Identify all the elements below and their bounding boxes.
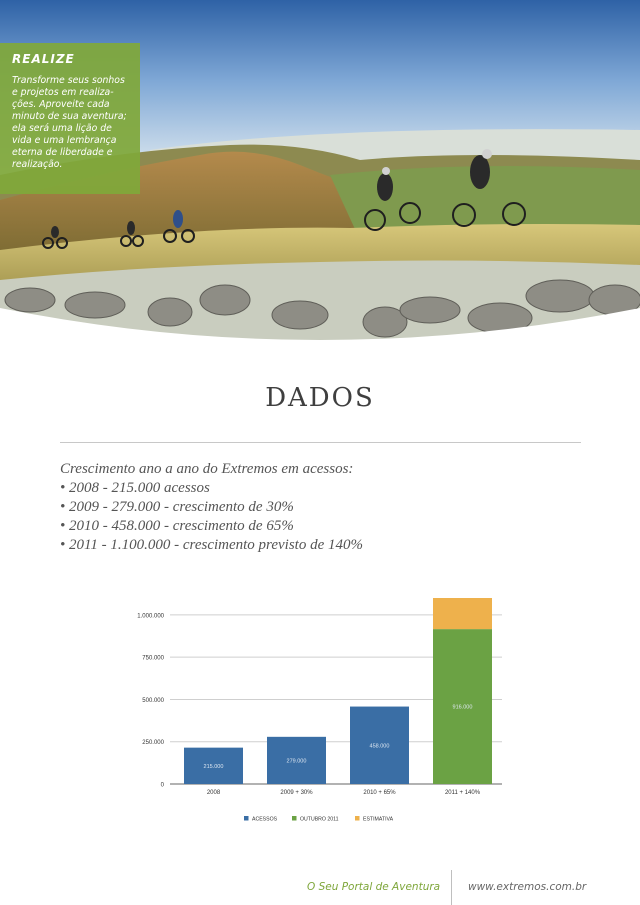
x-tick-label: 2008 xyxy=(206,790,221,796)
legend-label: ESTIMATIVA xyxy=(363,816,394,823)
legend-swatch xyxy=(292,816,297,821)
realize-title: REALIZE xyxy=(12,52,75,66)
section-divider xyxy=(60,442,581,443)
footer-url[interactable]: www.extremos.com.br xyxy=(468,881,587,893)
access-growth-chart xyxy=(120,598,520,833)
y-tick-label: 0 xyxy=(160,782,164,789)
realize-text: Transforme seus sonhos e projetos em realiza- ções. Aproveite cada minuto de sua aventura; ela será uma lição de vida e uma lembrança eterna de liberdade e realização. xyxy=(12,75,127,170)
data-label: 458.000 xyxy=(369,743,390,750)
hero-image xyxy=(0,0,640,350)
footer-tagline: O Seu Portal de Aventura xyxy=(307,881,441,893)
legend-swatch xyxy=(244,816,249,821)
growth-intro: Crescimento ano a ano do Extremos em acessos: xyxy=(60,461,354,477)
y-tick-label: 250.000 xyxy=(142,740,164,747)
data-label: 916.000 xyxy=(452,704,473,711)
y-tick-label: 1.000.000 xyxy=(137,613,164,620)
footer-divider xyxy=(451,870,452,905)
data-label: 215.000 xyxy=(203,763,224,770)
x-tick-label: 2009 + 30% xyxy=(280,790,313,796)
growth-item: • 2011 - 1.100.000 - crescimento previsto de 140% xyxy=(60,536,600,555)
y-tick-label: 750.000 xyxy=(142,655,164,662)
growth-list xyxy=(60,460,600,555)
section-title: DADOS xyxy=(265,383,375,413)
realize-panel xyxy=(0,43,140,194)
x-tick-label: 2011 + 140% xyxy=(444,790,481,796)
legend-label: OUTUBRO 2011 xyxy=(300,816,339,823)
growth-item: • 2009 - 279.000 - crescimento de 30% xyxy=(60,498,600,517)
legend-label: ACESSOS xyxy=(252,816,278,823)
legend-swatch xyxy=(355,816,360,821)
bar xyxy=(433,598,492,629)
growth-item: • 2010 - 458.000 - crescimento de 65% xyxy=(60,517,600,536)
x-tick-label: 2010 + 65% xyxy=(363,790,396,796)
data-label: 279.000 xyxy=(286,758,307,765)
y-tick-label: 500.000 xyxy=(142,697,164,704)
growth-item: • 2008 - 215.000 acessos xyxy=(60,479,600,498)
